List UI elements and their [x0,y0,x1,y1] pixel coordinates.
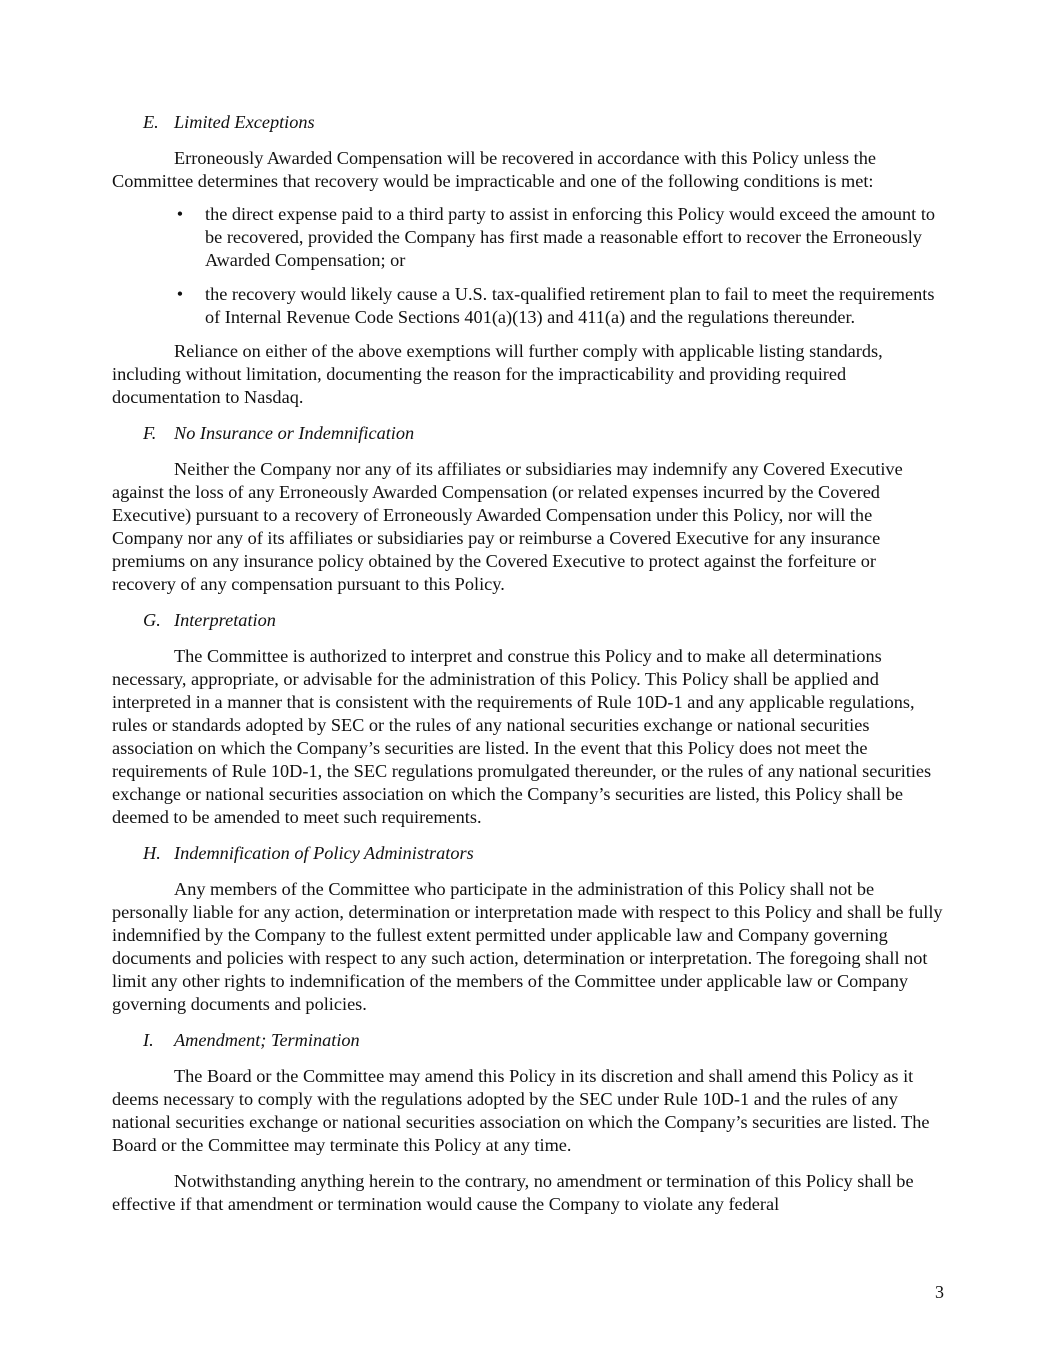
section-heading-i [112,1029,944,1052]
exception-conditions-list [112,203,944,329]
section-e-closing: Reliance on either of the above exemptions will further comply with applicable listing standards, including without limitation, documenting the reason for the impracticability and providing required documentation to Nasdaq. [112,341,883,407]
section-heading-f [112,422,944,445]
list-item-text: the recovery would likely cause a U.S. tax-qualified retirement plan to fail to meet the requirements of Internal Revenue Code Sections 401(a)(13) and 411(a) and the regulations thereunder. [205,284,935,327]
section-letter: H. [143,843,161,863]
bullet-icon: • [176,284,184,304]
page-number: 3 [935,1282,944,1302]
section-title: No Insurance or Indemnification [174,423,415,443]
list-item-text: the direct expense paid to a third party to assist in enforcing this Policy would exceed the amount to be recovered, provided the Company has first made a reasonable effort to recover the Erroneously Awarded Compensation; or [205,204,936,270]
section-title: Limited Exceptions [174,112,315,132]
list-item [112,203,944,272]
section-i-body-continued: Notwithstanding anything herein to the contrary, no amendment or termination of this Policy shall be effective if that amendment or termination would cause the Company to violate any federal [112,1171,914,1214]
section-letter: E. [143,112,159,132]
document-page [112,111,944,1229]
section-letter: G. [143,610,161,630]
section-title: Indemnification of Policy Administrators [174,843,474,863]
section-i-body: The Board or the Committee may amend this Policy in its discretion and shall amend this Policy as it deems necessary to comply with the regulations adopted by the SEC under Rule 10D-1 and the rules of any national securities exchange or national securities association on which the Company’s securities are listed. The Board or the Committee may terminate this Policy at any time. [112,1066,930,1155]
section-heading-g [112,609,944,632]
section-heading-h [112,842,944,865]
section-g-body: The Committee is authorized to interpret and construe this Policy and to make all determinations necessary, appropriate, or advisable for the administration of this Policy. This Policy shall be applied and interpreted in a manner that is consistent with the requirements of Rule 10D-1 and any applicable regulations, rules or standards adopted by SEC or the rules of any national securities exchange or national securities association on which the Company’s securities are listed. In the event that this Policy does not meet the requirements of Rule 10D-1, the SEC regulations promulgated thereunder, or the rules of any national securities exchange or national securities association on which the Company’s securities are listed, this Policy shall be deemed to be amended to meet such requirements. [112,646,932,827]
section-e-intro: Erroneously Awarded Compensation will be recovered in accordance with this Policy unless the Committee determines that recovery would be impracticable and one of the following conditions is met: [112,148,876,191]
section-title: Amendment; Termination [174,1030,360,1050]
section-h-body: Any members of the Committee who participate in the administration of this Policy shall not be personally liable for any action, determination or interpretation made with respect to this Policy and shall be fully indemnified by the Company to the fullest extent permitted under applicable law and Company governing documents and policies with respect to any such action, determination or interpretation. The foregoing shall not limit any other rights to indemnification of the members of the Committee under applicable law or Company governing documents and policies. [112,879,943,1014]
section-f-body: Neither the Company nor any of its affiliates or subsidiaries may indemnify any Covered Executive against the loss of any Erroneously Awarded Compensation (or related expenses incurred by the Covered Executive) pursuant to a recovery of Erroneously Awarded Compensation under this Policy, nor will the Company nor any of its affiliates or subsidiaries pay or reimburse a Covered Executive for any insurance premiums on any insurance policy obtained by the Covered Executive to protect against the forfeiture or recovery of any compensation pursuant to this Policy. [112,459,903,594]
section-letter: I. [143,1030,154,1050]
section-letter: F. [143,423,157,443]
section-heading-e [112,111,944,134]
list-item [112,283,944,329]
bullet-icon: • [176,204,184,224]
section-title: Interpretation [174,610,276,630]
